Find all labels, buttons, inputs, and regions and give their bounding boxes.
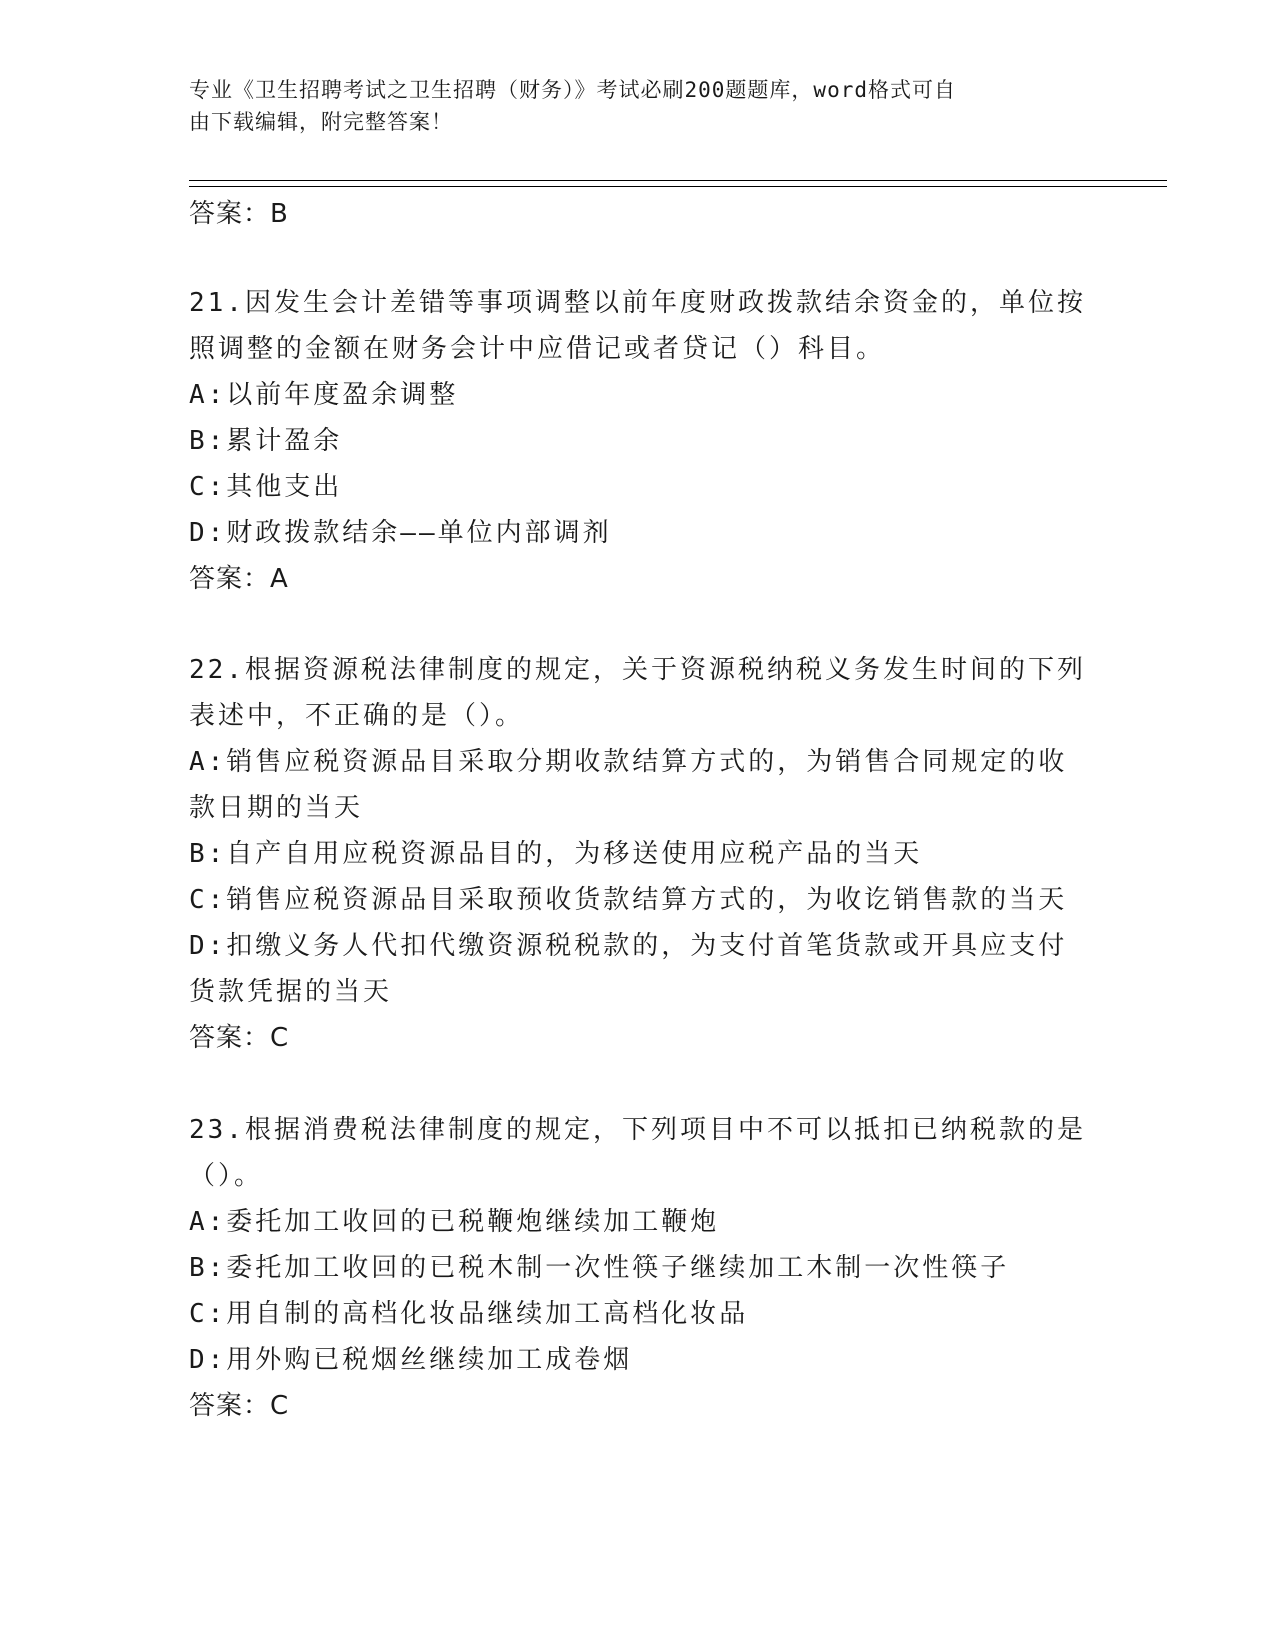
option-a: A:以前年度盈余调整 (189, 380, 459, 410)
question-21 (189, 280, 1089, 602)
header-line-2: 由下载编辑，附完整答案！ (189, 110, 453, 134)
option-a: A:委托加工收回的已税鞭炮继续加工鞭炮 (189, 1207, 720, 1237)
header-line-1: 专业《卫生招聘考试之卫生招聘（财务）》考试必刷200题题库，word格式可自 (189, 78, 956, 102)
question-text-line: 23.根据消费税法律制度的规定，下列项目中不可以抵扣已纳税款的是 (189, 1115, 1086, 1145)
question-text-line: 21.因发生会计差错等事项调整以前年度财政拨款结余资金的，单位按 (189, 288, 1086, 318)
document-header (189, 74, 1069, 138)
question-23 (189, 1107, 1089, 1429)
question-text-line: （）。 (189, 1161, 264, 1191)
header-divider-bottom (189, 186, 1167, 187)
option-d: D:扣缴义务人代扣代缴资源税税款的，为支付首笔货款或开具应支付 (189, 931, 1068, 961)
option-d: D:财政拨款结余——单位内部调剂 (189, 518, 612, 548)
question-text-line: 表述中，不正确的是（）。 (189, 701, 525, 731)
question-text-line: 照调整的金额在财务会计中应借记或者贷记（）科目。 (189, 334, 886, 364)
answer: 答案：A (189, 564, 289, 594)
question-22 (189, 647, 1089, 1061)
question-text-line: 22.根据资源税法律制度的规定，关于资源税纳税义务发生时间的下列 (189, 655, 1086, 685)
option-b: B:累计盈余 (189, 426, 343, 456)
answer: 答案：C (189, 1023, 290, 1053)
option-c: C:用自制的高档化妆品继续加工高档化妆品 (189, 1299, 749, 1329)
option-b: B:委托加工收回的已税木制一次性筷子继续加工木制一次性筷子 (189, 1253, 1010, 1283)
option-b: B:自产自用应税资源品目的，为移送使用应税产品的当天 (189, 839, 923, 869)
previous-answer: 答案：B (189, 199, 289, 229)
answer: 答案：C (189, 1391, 290, 1421)
option-c: C:销售应税资源品目采取预收货款结算方式的，为收讫销售款的当天 (189, 885, 1068, 915)
header-divider-top (189, 180, 1167, 181)
option-c: C:其他支出 (189, 472, 343, 502)
option-d-continued: 货款凭据的当天 (189, 977, 393, 1007)
option-a-continued: 款日期的当天 (189, 793, 364, 823)
option-d: D:用外购已税烟丝继续加工成卷烟 (189, 1345, 633, 1375)
option-a: A:销售应税资源品目采取分期收款结算方式的，为销售合同规定的收 (189, 747, 1068, 777)
